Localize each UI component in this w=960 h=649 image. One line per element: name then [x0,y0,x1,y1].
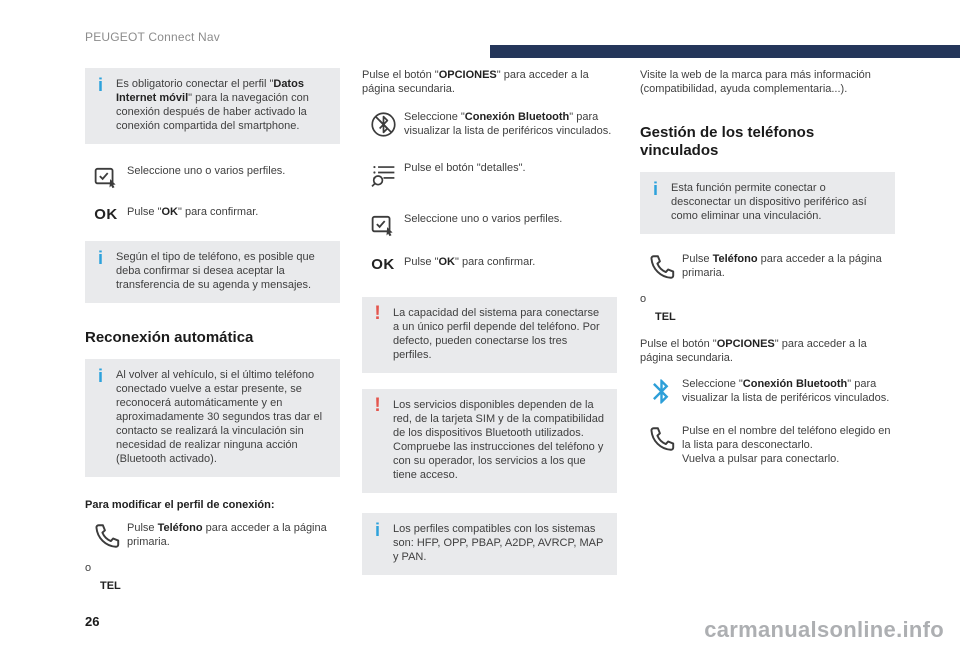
section-heading-gestion: Gestión de los teléfonos vinculados [640,124,815,159]
ok-icon: OK [371,256,395,273]
info-icon: i [97,248,103,268]
watermark: carmanualsonline.info [704,617,944,642]
info-icon: i [97,366,103,386]
step-bluetooth-connection [362,110,617,139]
modify-profile-line: Para modificar el perfil de conexión: [85,499,275,511]
info-box-reconexion [85,359,340,477]
section-heading-reconexion: Reconexión automática [85,329,254,346]
step-select-profiles [85,164,340,193]
bluetooth-icon [640,377,682,406]
step-phone-name [640,424,895,466]
column-right [640,62,895,466]
info-text: Es obligatorio conectar el perfil "Datos Internet móvil" para la navegación con conexión después de haber activado la conexión compartida del smartphone. [116,78,309,132]
page-number: 26 [85,614,100,629]
info-icon: i [97,75,103,95]
options-intro: Pulse el botón "OPCIONES" para acceder a la página secundaria. [362,69,589,95]
warning-text: Los servicios disponibles dependen de la red, de la tarjeta SIM y de la compatibilidad de los dispositivos Bluetooth utilizados. Compruebe las instrucciones del teléfono y con su operador, los servicios a los que tiene acceso. [393,399,604,481]
step-phone [85,521,340,550]
column-left [85,62,340,592]
web-info-text: Visite la web de la marca para más información (compatibilidad, ayuda complementaria...). [640,69,871,95]
phone-icon [640,424,682,453]
or-word: o [640,293,647,305]
step-text: Pulse "OK" para confirmar. [127,206,259,218]
info-text: Según el tipo de teléfono, es posible que deba confirmar si desea aceptar la transferencia de su agenda y mensajes. [116,251,315,291]
info-box-datos [85,68,340,144]
tel-label: TEL [100,580,121,592]
info-text: Al volver al vehículo, si el último teléfono conectado vuelve a estar presente, se reconocerá automáticamente y en aproximadamente 30 segundos tras dar el contacto se realizará la vinculación sin necesidad de realizar ninguna acción (Bluetooth activado). [116,369,323,465]
ok-icon: OK [94,206,118,223]
warning-box-services [362,389,617,493]
select-profiles-icon [362,212,404,241]
step-phone [640,252,895,281]
warning-icon: ! [374,303,381,324]
page-header: PEUGEOT Connect Nav [85,30,220,44]
bluetooth-disconnect-icon [362,110,404,139]
step-text: Pulse en el nombre del teléfono elegido en la lista para desconectarlo. Vuelva a pulsar para conectarlo. [682,425,891,465]
warning-icon: ! [374,395,381,416]
step-ok [85,205,340,225]
step-details [362,161,617,190]
select-profiles-icon [85,164,127,193]
step-text: Seleccione "Conexión Bluetooth" para visualizar la lista de periféricos vinculados. [404,111,612,137]
or-word: o [85,562,92,574]
phone-icon [85,521,127,550]
info-text: Esta función permite conectar o desconectar un dispositivo periférico así como eliminar una vinculación. [671,182,867,222]
info-box-function [640,172,895,234]
step-text: Seleccione "Conexión Bluetooth" para visualizar la lista de periféricos vinculados. [682,378,890,404]
warning-box-capacity [362,297,617,373]
warning-text: La capacidad del sistema para conectarse a un único perfil depende del teléfono. Por defecto, pueden conectarse los tres perfiles. [393,307,600,361]
info-box-agenda [85,241,340,303]
step-text: Pulse el botón "detalles". [404,162,526,174]
step-bluetooth-connection [640,377,895,406]
step-text: Pulse "OK" para confirmar. [404,256,536,268]
info-text: Los perfiles compatibles con los sistemas son: HFP, OPP, PBAP, A2DP, AVRCP, MAP y PAN. [393,523,604,563]
step-text: Seleccione uno o varios perfiles. [404,213,563,225]
step-text: Pulse Teléfono para acceder a la página primaria. [682,253,882,279]
header-bar [490,45,960,58]
step-ok [362,255,617,275]
column-middle [362,62,617,575]
step-select-profiles [362,212,617,241]
details-list-icon [362,161,404,190]
step-text: Seleccione uno o varios perfiles. [127,165,286,177]
info-box-profiles [362,513,617,575]
phone-icon [640,252,682,281]
info-icon: i [652,179,658,199]
info-icon: i [374,520,380,540]
tel-label: TEL [655,311,676,323]
step-text: Pulse Teléfono para acceder a la página primaria. [127,522,327,548]
options-intro: Pulse el botón "OPCIONES" para acceder a la página secundaria. [640,338,867,364]
